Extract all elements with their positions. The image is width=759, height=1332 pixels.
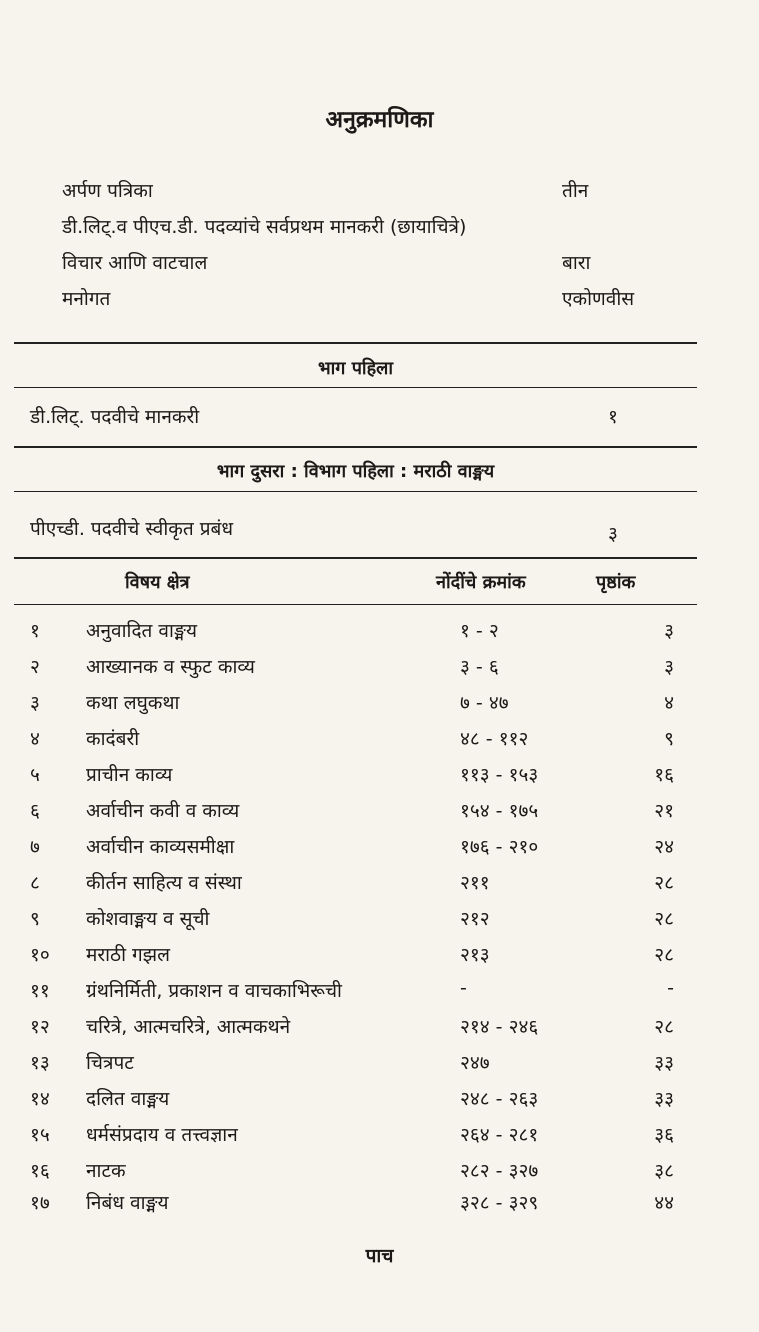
row-number: १ — [30, 620, 40, 642]
row-entries: ३२८ - ३२९ — [460, 1192, 539, 1214]
section-heading-part2: भाग दुसरा : विभाग पहिला : मराठी वाङ्मय — [216, 461, 495, 482]
row-number: ११ — [30, 980, 50, 1002]
row-subject: अनुवादित वाङ्मय — [86, 620, 197, 642]
row-entries: ११३ - १५३ — [460, 764, 539, 786]
divider — [14, 387, 697, 388]
divider — [14, 604, 697, 605]
row-page: ३८ — [654, 1160, 674, 1182]
row-entries: १५४ - १७५ — [460, 800, 539, 822]
row-entries: २६४ - २८१ — [460, 1124, 539, 1146]
row-number: १४ — [30, 1088, 50, 1110]
row-subject: कादंबरी — [86, 728, 140, 750]
divider — [14, 446, 697, 448]
row-entries: २१२ — [460, 908, 490, 930]
row-number: ३ — [30, 692, 40, 714]
table-row — [0, 905, 759, 941]
row-subject: अर्वाचीन काव्यसमीक्षा — [86, 836, 235, 858]
front-matter-page: बारा — [562, 252, 591, 274]
row-subject: आख्यानक व स्फुट काव्य — [86, 656, 255, 678]
row-page: ९ — [664, 728, 674, 750]
table-row — [0, 617, 759, 653]
table-row — [0, 1157, 759, 1193]
row-number: १३ — [30, 1052, 50, 1074]
row-page: ४४ — [654, 1192, 674, 1214]
row-subject: धर्मसंप्रदाय व तत्त्वज्ञान — [86, 1124, 238, 1146]
row-number: ४ — [30, 728, 40, 750]
row-subject: कोशवाङ्मय व सूची — [86, 908, 210, 930]
row-entries: २४८ - २६३ — [460, 1088, 539, 1110]
table-row — [0, 725, 759, 761]
row-page: २४ — [654, 836, 674, 858]
page-number-footer: पाच — [365, 1245, 394, 1267]
divider — [14, 342, 697, 344]
row-entries: १ - २ — [460, 620, 499, 642]
row-page: १६ — [654, 764, 674, 786]
table-row — [0, 1085, 759, 1121]
table-row — [0, 977, 759, 1013]
row-page: २८ — [654, 908, 674, 930]
row-entries: २१४ - २४६ — [460, 1016, 539, 1038]
row-number: १० — [30, 944, 50, 966]
row-page: २८ — [654, 944, 674, 966]
row-subject: निबंध वाङ्मय — [86, 1192, 169, 1214]
row-subject: दलित वाङ्मय — [86, 1088, 170, 1110]
row-subject: प्राचीन काव्य — [86, 764, 173, 786]
row-page: २१ — [654, 800, 674, 822]
section-row-label: पीएच्डी. पदवीचे स्वीकृत प्रबंध — [30, 518, 234, 540]
row-number: ५ — [30, 764, 40, 786]
row-subject: अर्वाचीन कवी व काव्य — [86, 800, 240, 822]
row-subject: नाटक — [86, 1160, 126, 1182]
row-page: ३६ — [654, 1124, 674, 1146]
table-row — [0, 761, 759, 797]
section-row-page: १ — [608, 406, 618, 428]
row-entries: २११ — [460, 872, 490, 894]
row-entries: ४८ - ११२ — [460, 728, 529, 750]
row-subject: ग्रंथनिर्मिती, प्रकाशन व वाचकाभिरूची — [86, 980, 342, 1002]
row-number: १६ — [30, 1160, 50, 1182]
row-subject: कथा लघुकथा — [86, 692, 180, 714]
divider — [14, 491, 697, 492]
page-title: अनुक्रमणिका — [325, 107, 434, 133]
row-number: १२ — [30, 1016, 50, 1038]
row-entries: २१३ — [460, 944, 490, 966]
section-row-label: डी.लिट्. पदवीचे मानकरी — [30, 406, 200, 428]
table-row — [0, 689, 759, 725]
row-page: २८ — [654, 872, 674, 894]
column-header-page: पृष्ठांक — [596, 572, 636, 593]
row-number: ६ — [30, 800, 40, 822]
front-matter-page: तीन — [562, 180, 589, 202]
row-number: २ — [30, 656, 40, 678]
row-page: ३ — [664, 656, 674, 678]
row-page: ४ — [664, 692, 674, 714]
row-number: ८ — [30, 872, 40, 894]
table-row — [0, 653, 759, 689]
row-subject: चित्रपट — [86, 1052, 134, 1074]
row-number: १५ — [30, 1124, 50, 1146]
front-matter-label: डी.लिट्.व पीएच.डी. पदव्यांचे सर्वप्रथम मानकरी (छायाचित्रे) — [62, 216, 467, 238]
row-page: ३३ — [654, 1052, 674, 1074]
row-number: ७ — [30, 836, 40, 858]
row-subject: चरित्रे, आत्मचरित्रे, आत्मकथने — [86, 1016, 291, 1038]
front-matter-label: मनोगत — [62, 288, 111, 310]
section-row-page: ३ — [608, 523, 618, 545]
table-row — [0, 1189, 759, 1225]
row-entries: - — [460, 977, 467, 999]
row-subject: कीर्तन साहित्य व संस्था — [86, 872, 242, 894]
column-header-entries: नोंदींचे क्रमांक — [436, 572, 526, 593]
row-number: १७ — [30, 1192, 50, 1214]
row-page: ३३ — [654, 1088, 674, 1110]
front-matter-label: अर्पण पत्रिका — [62, 180, 153, 202]
table-row — [0, 1013, 759, 1049]
table-row — [0, 941, 759, 977]
row-entries: ३ - ६ — [460, 656, 499, 678]
row-page: - — [667, 977, 674, 999]
table-row — [0, 797, 759, 833]
table-row — [0, 1121, 759, 1157]
table-row — [0, 833, 759, 869]
row-entries: २४७ — [460, 1052, 490, 1074]
table-row — [0, 1049, 759, 1085]
front-matter-label: विचार आणि वाटचाल — [62, 252, 208, 274]
row-subject: मराठी गझल — [86, 944, 170, 966]
row-entries: १७६ - २१० — [460, 836, 539, 858]
row-entries: २८२ - ३२७ — [460, 1160, 539, 1182]
column-header-subject: विषय क्षेत्र — [125, 572, 190, 593]
section-heading-part1: भाग पहिला — [317, 358, 394, 379]
row-number: ९ — [30, 908, 40, 930]
front-matter-page: एकोणवीस — [562, 288, 635, 310]
row-entries: ७ - ४७ — [460, 692, 509, 714]
row-page: ३ — [664, 620, 674, 642]
divider — [14, 557, 697, 559]
row-page: २८ — [654, 1016, 674, 1038]
table-row — [0, 869, 759, 905]
